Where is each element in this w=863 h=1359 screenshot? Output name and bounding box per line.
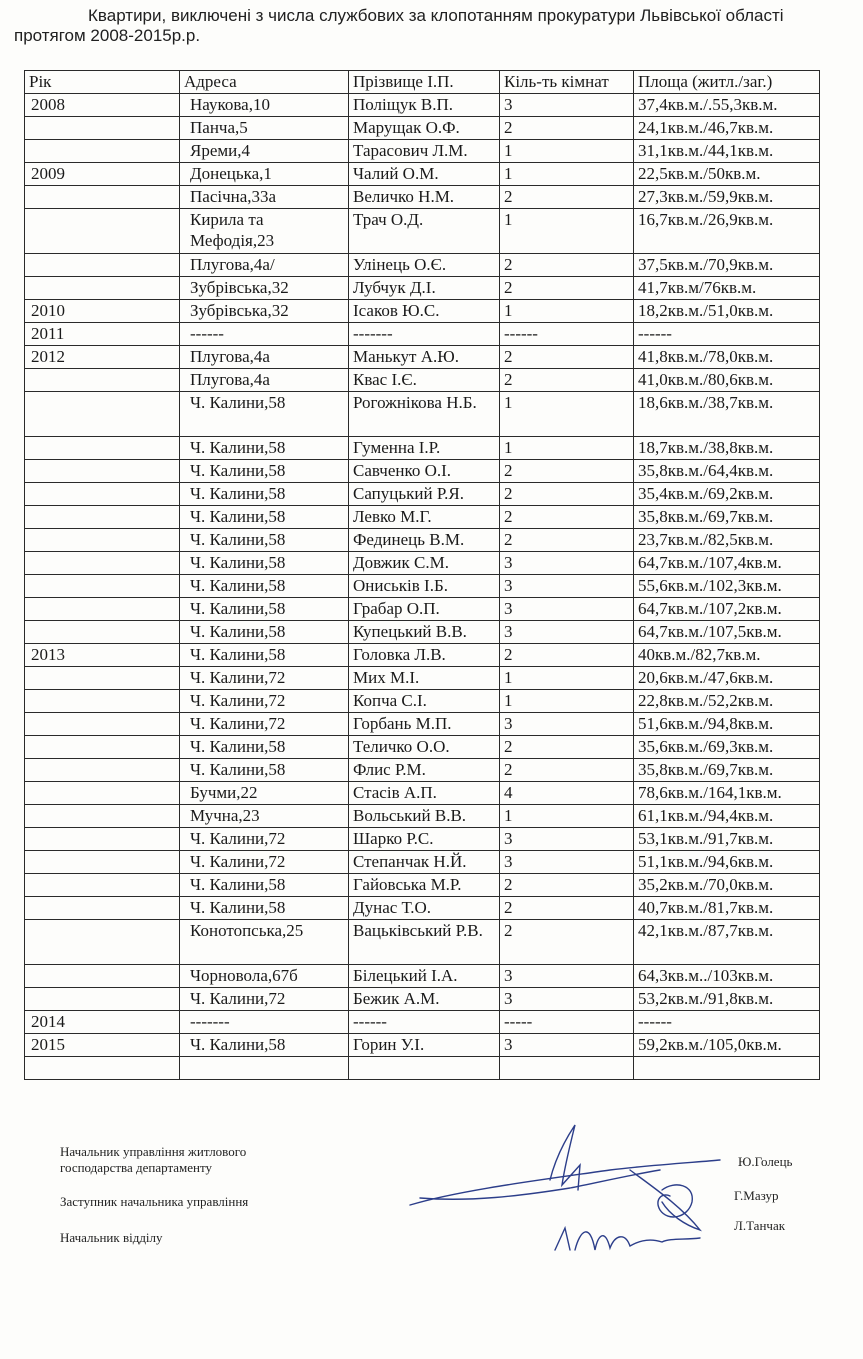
cell-rooms: 2	[500, 529, 634, 552]
cell-year	[25, 965, 180, 988]
cell-year	[25, 529, 180, 552]
cell-name: Гайовська М.Р.	[349, 874, 500, 897]
table-header-row	[25, 71, 820, 94]
cell-name: Чалий О.М.	[349, 163, 500, 186]
cell-area: 35,2кв.м./70,0кв.м.	[634, 874, 820, 897]
cell-address: Панча,5	[180, 117, 349, 140]
cell-rooms: 1	[500, 209, 634, 254]
signature-scribble-5	[658, 1185, 692, 1217]
cell-rooms: 2	[500, 644, 634, 667]
cell-name: Грабар О.П.	[349, 598, 500, 621]
signature-position-3: Начальник відділу	[60, 1230, 163, 1245]
cell-rooms: 2	[500, 277, 634, 300]
cell-area: 31,1кв.м./44,1кв.м.	[634, 140, 820, 163]
table-row	[25, 94, 820, 117]
table-row	[25, 759, 820, 782]
table-row	[25, 323, 820, 346]
cell-address: -------	[180, 1011, 349, 1034]
cell-area: 41,0кв.м./80,6кв.м.	[634, 369, 820, 392]
cell-year: 2012	[25, 346, 180, 369]
cell-rooms: 2	[500, 874, 634, 897]
table-row	[25, 369, 820, 392]
cell-year	[25, 552, 180, 575]
cell-address: Ч. Калини,58	[180, 598, 349, 621]
cell-address: Чорновола,67б	[180, 965, 349, 988]
table-row	[25, 300, 820, 323]
cell-name: Флис Р.М.	[349, 759, 500, 782]
cell-year: 2015	[25, 1034, 180, 1057]
cell-year	[25, 277, 180, 300]
cell-year	[25, 1057, 180, 1080]
cell-rooms: 2	[500, 483, 634, 506]
cell-name: Рогожнікова Н.Б.	[349, 392, 500, 437]
table-row	[25, 644, 820, 667]
cell-address: Плугова,4а	[180, 369, 349, 392]
cell-year	[25, 828, 180, 851]
cell-year	[25, 713, 180, 736]
cell-rooms: 2	[500, 254, 634, 277]
cell-address: Яреми,4	[180, 140, 349, 163]
header-year: Рік	[25, 71, 180, 94]
header-name: Прізвище І.П.	[349, 71, 500, 94]
cell-address: Бучми,22	[180, 782, 349, 805]
cell-year	[25, 736, 180, 759]
cell-address: Ч. Калини,58	[180, 1034, 349, 1057]
cell-address: Ч. Калини,72	[180, 988, 349, 1011]
cell-rooms: 2	[500, 186, 634, 209]
cell-year	[25, 186, 180, 209]
cell-year: 2008	[25, 94, 180, 117]
cell-address: Ч. Калини,58	[180, 506, 349, 529]
cell-address: Ч. Калини,58	[180, 529, 349, 552]
cell-rooms: 3	[500, 828, 634, 851]
table-row	[25, 186, 820, 209]
cell-address: Зубрівська,32	[180, 300, 349, 323]
table-row	[25, 392, 820, 437]
cell-rooms: 3	[500, 552, 634, 575]
cell-rooms: 3	[500, 598, 634, 621]
cell-address: Ч. Калини,58	[180, 759, 349, 782]
cell-name: Трач О.Д.	[349, 209, 500, 254]
table-row	[25, 140, 820, 163]
cell-area: 64,7кв.м./107,5кв.м.	[634, 621, 820, 644]
cell-name: -------	[349, 323, 500, 346]
handwritten-signatures	[400, 1110, 730, 1270]
cell-address: Ч. Калини,58	[180, 392, 349, 437]
table-row	[25, 277, 820, 300]
table-row	[25, 506, 820, 529]
cell-rooms: 1	[500, 392, 634, 437]
cell-area: 35,6кв.м./69,3кв.м.	[634, 736, 820, 759]
cell-address: Ч. Калини,72	[180, 851, 349, 874]
cell-address: Ч. Калини,58	[180, 483, 349, 506]
signature-name-3: Л.Танчак	[734, 1218, 786, 1233]
cell-name: Поліщук В.П.	[349, 94, 500, 117]
table-row	[25, 483, 820, 506]
cell-rooms: 4	[500, 782, 634, 805]
title-line-1: Квартири, виключені з числа службових за клопотанням прокуратури Львівської області	[88, 6, 784, 25]
cell-rooms: 1	[500, 437, 634, 460]
cell-rooms: 3	[500, 713, 634, 736]
apartments-table	[24, 70, 820, 1080]
cell-address: Кирила та Мефодія,23	[180, 209, 349, 254]
table-row	[25, 690, 820, 713]
cell-area: 64,7кв.м./107,2кв.м.	[634, 598, 820, 621]
cell-name: Горбань М.П.	[349, 713, 500, 736]
cell-name: Шарко Р.С.	[349, 828, 500, 851]
cell-year	[25, 805, 180, 828]
cell-name: Купецький В.В.	[349, 621, 500, 644]
cell-address: Ч. Калини,58	[180, 460, 349, 483]
cell-name: Ісаков Ю.С.	[349, 300, 500, 323]
cell-area: 20,6кв.м./47,6кв.м.	[634, 667, 820, 690]
cell-address: Наукова,10	[180, 94, 349, 117]
cell-area: 41,7кв.м/76кв.м.	[634, 277, 820, 300]
cell-address	[180, 1057, 349, 1080]
cell-name: Копча С.І.	[349, 690, 500, 713]
cell-rooms	[500, 1057, 634, 1080]
cell-name: Левко М.Г.	[349, 506, 500, 529]
cell-year	[25, 117, 180, 140]
title-line-2: протягом 2008-2015р.р.	[14, 26, 201, 45]
cell-rooms: 1	[500, 300, 634, 323]
cell-name: Квас І.Є.	[349, 369, 500, 392]
cell-name: Манькут А.Ю.	[349, 346, 500, 369]
cell-name: Горин У.І.	[349, 1034, 500, 1057]
header-area: Площа (житл./заг.)	[634, 71, 820, 94]
cell-address: Донецька,1	[180, 163, 349, 186]
cell-rooms: 2	[500, 759, 634, 782]
cell-area: 64,3кв.м../103кв.м.	[634, 965, 820, 988]
cell-area: 16,7кв.м./26,9кв.м.	[634, 209, 820, 254]
table-row	[25, 598, 820, 621]
table-row	[25, 460, 820, 483]
cell-year	[25, 782, 180, 805]
cell-name: Вольський В.В.	[349, 805, 500, 828]
cell-rooms: 3	[500, 1034, 634, 1057]
cell-address: Ч. Калини,58	[180, 874, 349, 897]
cell-area	[634, 1057, 820, 1080]
cell-rooms: 1	[500, 163, 634, 186]
cell-name: Лубчук Д.І.	[349, 277, 500, 300]
cell-address: Ч. Калини,72	[180, 828, 349, 851]
cell-area: 53,1кв.м./91,7кв.м.	[634, 828, 820, 851]
cell-address: Ч. Калини,72	[180, 690, 349, 713]
cell-year	[25, 897, 180, 920]
cell-rooms: 1	[500, 667, 634, 690]
cell-year	[25, 874, 180, 897]
cell-name: Білецький І.А.	[349, 965, 500, 988]
cell-address: Зубрівська,32	[180, 277, 349, 300]
cell-name: Улінець О.Є.	[349, 254, 500, 277]
table-row	[25, 988, 820, 1011]
cell-name: Бежик А.М.	[349, 988, 500, 1011]
table-row	[25, 1011, 820, 1034]
cell-area: 40кв.м./82,7кв.м.	[634, 644, 820, 667]
cell-rooms: 2	[500, 920, 634, 965]
cell-area: 22,8кв.м./52,2кв.м.	[634, 690, 820, 713]
cell-name: Головка Л.В.	[349, 644, 500, 667]
cell-year	[25, 506, 180, 529]
cell-address: Ч. Калини,58	[180, 437, 349, 460]
cell-name: Гуменна І.Р.	[349, 437, 500, 460]
cell-rooms: 3	[500, 94, 634, 117]
cell-name: Сапуцький Р.Я.	[349, 483, 500, 506]
cell-year: 2009	[25, 163, 180, 186]
cell-name: Ониськів І.Б.	[349, 575, 500, 598]
cell-name	[349, 1057, 500, 1080]
cell-year	[25, 575, 180, 598]
cell-area: 61,1кв.м./94,4кв.м.	[634, 805, 820, 828]
cell-address: Ч. Калини,58	[180, 644, 349, 667]
cell-year	[25, 851, 180, 874]
table-row	[25, 851, 820, 874]
cell-rooms: -----	[500, 1011, 634, 1034]
cell-area: 37,4кв.м./.55,3кв.м.	[634, 94, 820, 117]
table-row	[25, 163, 820, 186]
cell-area: 18,7кв.м./38,8кв.м.	[634, 437, 820, 460]
table-row	[25, 209, 820, 254]
cell-rooms: 3	[500, 851, 634, 874]
table-row	[25, 621, 820, 644]
cell-year	[25, 988, 180, 1011]
table-row	[25, 713, 820, 736]
header-rooms: Кіль-ть кімнат	[500, 71, 634, 94]
cell-year	[25, 460, 180, 483]
signature-name-2: Г.Мазур	[734, 1188, 779, 1203]
signature-position-1: Начальник управління житлового господарства департаменту	[60, 1144, 247, 1175]
cell-year	[25, 667, 180, 690]
cell-name: Дунас Т.О.	[349, 897, 500, 920]
table-row	[25, 874, 820, 897]
cell-year	[25, 392, 180, 437]
cell-year: 2014	[25, 1011, 180, 1034]
table-row	[25, 552, 820, 575]
cell-rooms: 3	[500, 621, 634, 644]
cell-area: 55,6кв.м./102,3кв.м.	[634, 575, 820, 598]
cell-year	[25, 920, 180, 965]
table-row	[25, 437, 820, 460]
cell-year	[25, 209, 180, 254]
table-row	[25, 346, 820, 369]
cell-area: 35,4кв.м./69,2кв.м.	[634, 483, 820, 506]
cell-area: 23,7кв.м./82,5кв.м.	[634, 529, 820, 552]
table-row	[25, 575, 820, 598]
cell-name: Савченко О.І.	[349, 460, 500, 483]
cell-rooms: 3	[500, 575, 634, 598]
cell-rooms: 2	[500, 897, 634, 920]
cell-name: Мих М.І.	[349, 667, 500, 690]
cell-area: 27,3кв.м./59,9кв.м.	[634, 186, 820, 209]
cell-area: 51,1кв.м./94,6кв.м.	[634, 851, 820, 874]
cell-year	[25, 598, 180, 621]
table-row	[25, 805, 820, 828]
cell-area: 22,5кв.м./50кв.м.	[634, 163, 820, 186]
cell-year	[25, 140, 180, 163]
cell-name: Величко Н.М.	[349, 186, 500, 209]
cell-rooms: 2	[500, 346, 634, 369]
header-address: Адреса	[180, 71, 349, 94]
cell-name: Вацьківський Р.В.	[349, 920, 500, 965]
signature-name-1: Ю.Голець	[738, 1154, 793, 1169]
document-title	[14, 6, 854, 46]
table-row	[25, 1034, 820, 1057]
table-row	[25, 254, 820, 277]
table-row	[25, 828, 820, 851]
cell-year	[25, 759, 180, 782]
cell-rooms: 2	[500, 736, 634, 759]
table-row	[25, 529, 820, 552]
table-row	[25, 782, 820, 805]
table-row	[25, 920, 820, 965]
cell-year	[25, 437, 180, 460]
table-row	[25, 736, 820, 759]
cell-area: 41,8кв.м./78,0кв.м.	[634, 346, 820, 369]
cell-rooms: 2	[500, 369, 634, 392]
cell-area: 35,8кв.м./64,4кв.м.	[634, 460, 820, 483]
cell-address: Ч. Калини,58	[180, 552, 349, 575]
cell-area: 51,6кв.м./94,8кв.м.	[634, 713, 820, 736]
cell-year: 2011	[25, 323, 180, 346]
cell-year	[25, 690, 180, 713]
cell-area: ------	[634, 1011, 820, 1034]
cell-area: 35,8кв.м./69,7кв.м.	[634, 759, 820, 782]
cell-year	[25, 621, 180, 644]
cell-rooms: 3	[500, 988, 634, 1011]
cell-address: Ч. Калини,72	[180, 713, 349, 736]
cell-name: Тарасович Л.М.	[349, 140, 500, 163]
cell-address: Конотопська,25	[180, 920, 349, 965]
cell-area: 18,6кв.м./38,7кв.м.	[634, 392, 820, 437]
signature-scribble-4	[630, 1170, 700, 1230]
cell-area: 53,2кв.м./91,8кв.м.	[634, 988, 820, 1011]
cell-name: Стасів А.П.	[349, 782, 500, 805]
cell-area: 35,8кв.м./69,7кв.м.	[634, 506, 820, 529]
cell-address: Ч. Калини,72	[180, 667, 349, 690]
cell-address: Ч. Калини,58	[180, 897, 349, 920]
cell-area: 42,1кв.м./87,7кв.м.	[634, 920, 820, 965]
cell-rooms: 2	[500, 460, 634, 483]
cell-rooms: 1	[500, 140, 634, 163]
cell-rooms: ------	[500, 323, 634, 346]
cell-year: 2013	[25, 644, 180, 667]
cell-name: Степанчак Н.Й.	[349, 851, 500, 874]
cell-area: ------	[634, 323, 820, 346]
signature-scribble-6	[555, 1228, 700, 1250]
cell-address: Ч. Калини,58	[180, 736, 349, 759]
signature-scribble-3	[550, 1125, 580, 1190]
cell-name: ------	[349, 1011, 500, 1034]
cell-address: Мучна,23	[180, 805, 349, 828]
table-row	[25, 897, 820, 920]
cell-area: 18,2кв.м./51,0кв.м.	[634, 300, 820, 323]
cell-address: Ч. Калини,58	[180, 575, 349, 598]
cell-area: 40,7кв.м./81,7кв.м.	[634, 897, 820, 920]
cell-rooms: 2	[500, 506, 634, 529]
cell-area: 37,5кв.м./70,9кв.м.	[634, 254, 820, 277]
cell-area: 59,2кв.м./105,0кв.м.	[634, 1034, 820, 1057]
cell-name: Теличко О.О.	[349, 736, 500, 759]
cell-address: Плугова,4а	[180, 346, 349, 369]
cell-name: Фединець В.М.	[349, 529, 500, 552]
cell-name: Марущак О.Ф.	[349, 117, 500, 140]
cell-name: Довжик С.М.	[349, 552, 500, 575]
cell-rooms: 2	[500, 117, 634, 140]
cell-area: 78,6кв.м./164,1кв.м.	[634, 782, 820, 805]
table-row	[25, 117, 820, 140]
signature-position-2: Заступник начальника управління	[60, 1194, 249, 1209]
cell-rooms: 3	[500, 965, 634, 988]
cell-year: 2010	[25, 300, 180, 323]
cell-address: Пасічна,33а	[180, 186, 349, 209]
cell-address: ------	[180, 323, 349, 346]
table-row	[25, 965, 820, 988]
table-row	[25, 1057, 820, 1080]
cell-address: Плугова,4а/	[180, 254, 349, 277]
cell-year	[25, 483, 180, 506]
cell-year	[25, 369, 180, 392]
table-body	[25, 94, 820, 1080]
table-row	[25, 667, 820, 690]
cell-area: 24,1кв.м./46,7кв.м.	[634, 117, 820, 140]
cell-year	[25, 254, 180, 277]
cell-area: 64,7кв.м./107,4кв.м.	[634, 552, 820, 575]
signature-scribble-2	[420, 1170, 660, 1199]
cell-rooms: 1	[500, 690, 634, 713]
cell-address: Ч. Калини,58	[180, 621, 349, 644]
cell-rooms: 1	[500, 805, 634, 828]
